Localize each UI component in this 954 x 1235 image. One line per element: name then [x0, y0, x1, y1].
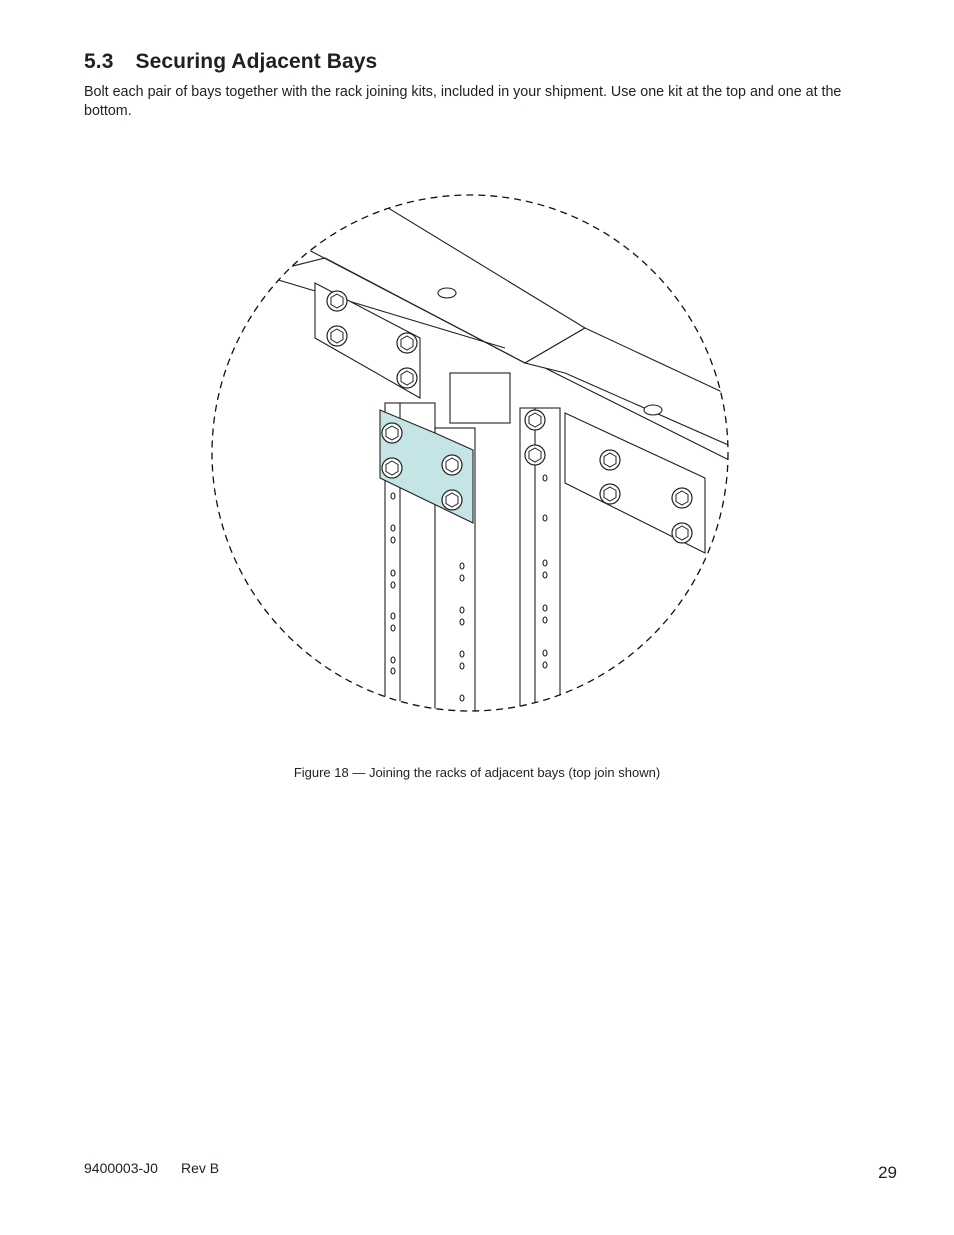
section-body: Bolt each pair of bays together with the rack joining kits, included in your shipment. Use one kit at the top and one at the bottom.	[84, 84, 842, 119]
section-number: 5.3	[84, 50, 114, 73]
rack-join-illustration	[205, 188, 735, 718]
section-heading	[84, 50, 377, 74]
revision: Rev B	[180, 1160, 220, 1176]
footer-doc-info	[84, 1160, 219, 1176]
section-title: Securing Adjacent Bays	[135, 50, 378, 73]
figure-caption: Figure 18 — Joining the racks of adjacent bays (top join shown)	[293, 765, 661, 780]
doc-number: 9400003-J0	[84, 1160, 158, 1176]
page-number: 29	[878, 1163, 897, 1182]
rack-structure	[205, 203, 735, 718]
